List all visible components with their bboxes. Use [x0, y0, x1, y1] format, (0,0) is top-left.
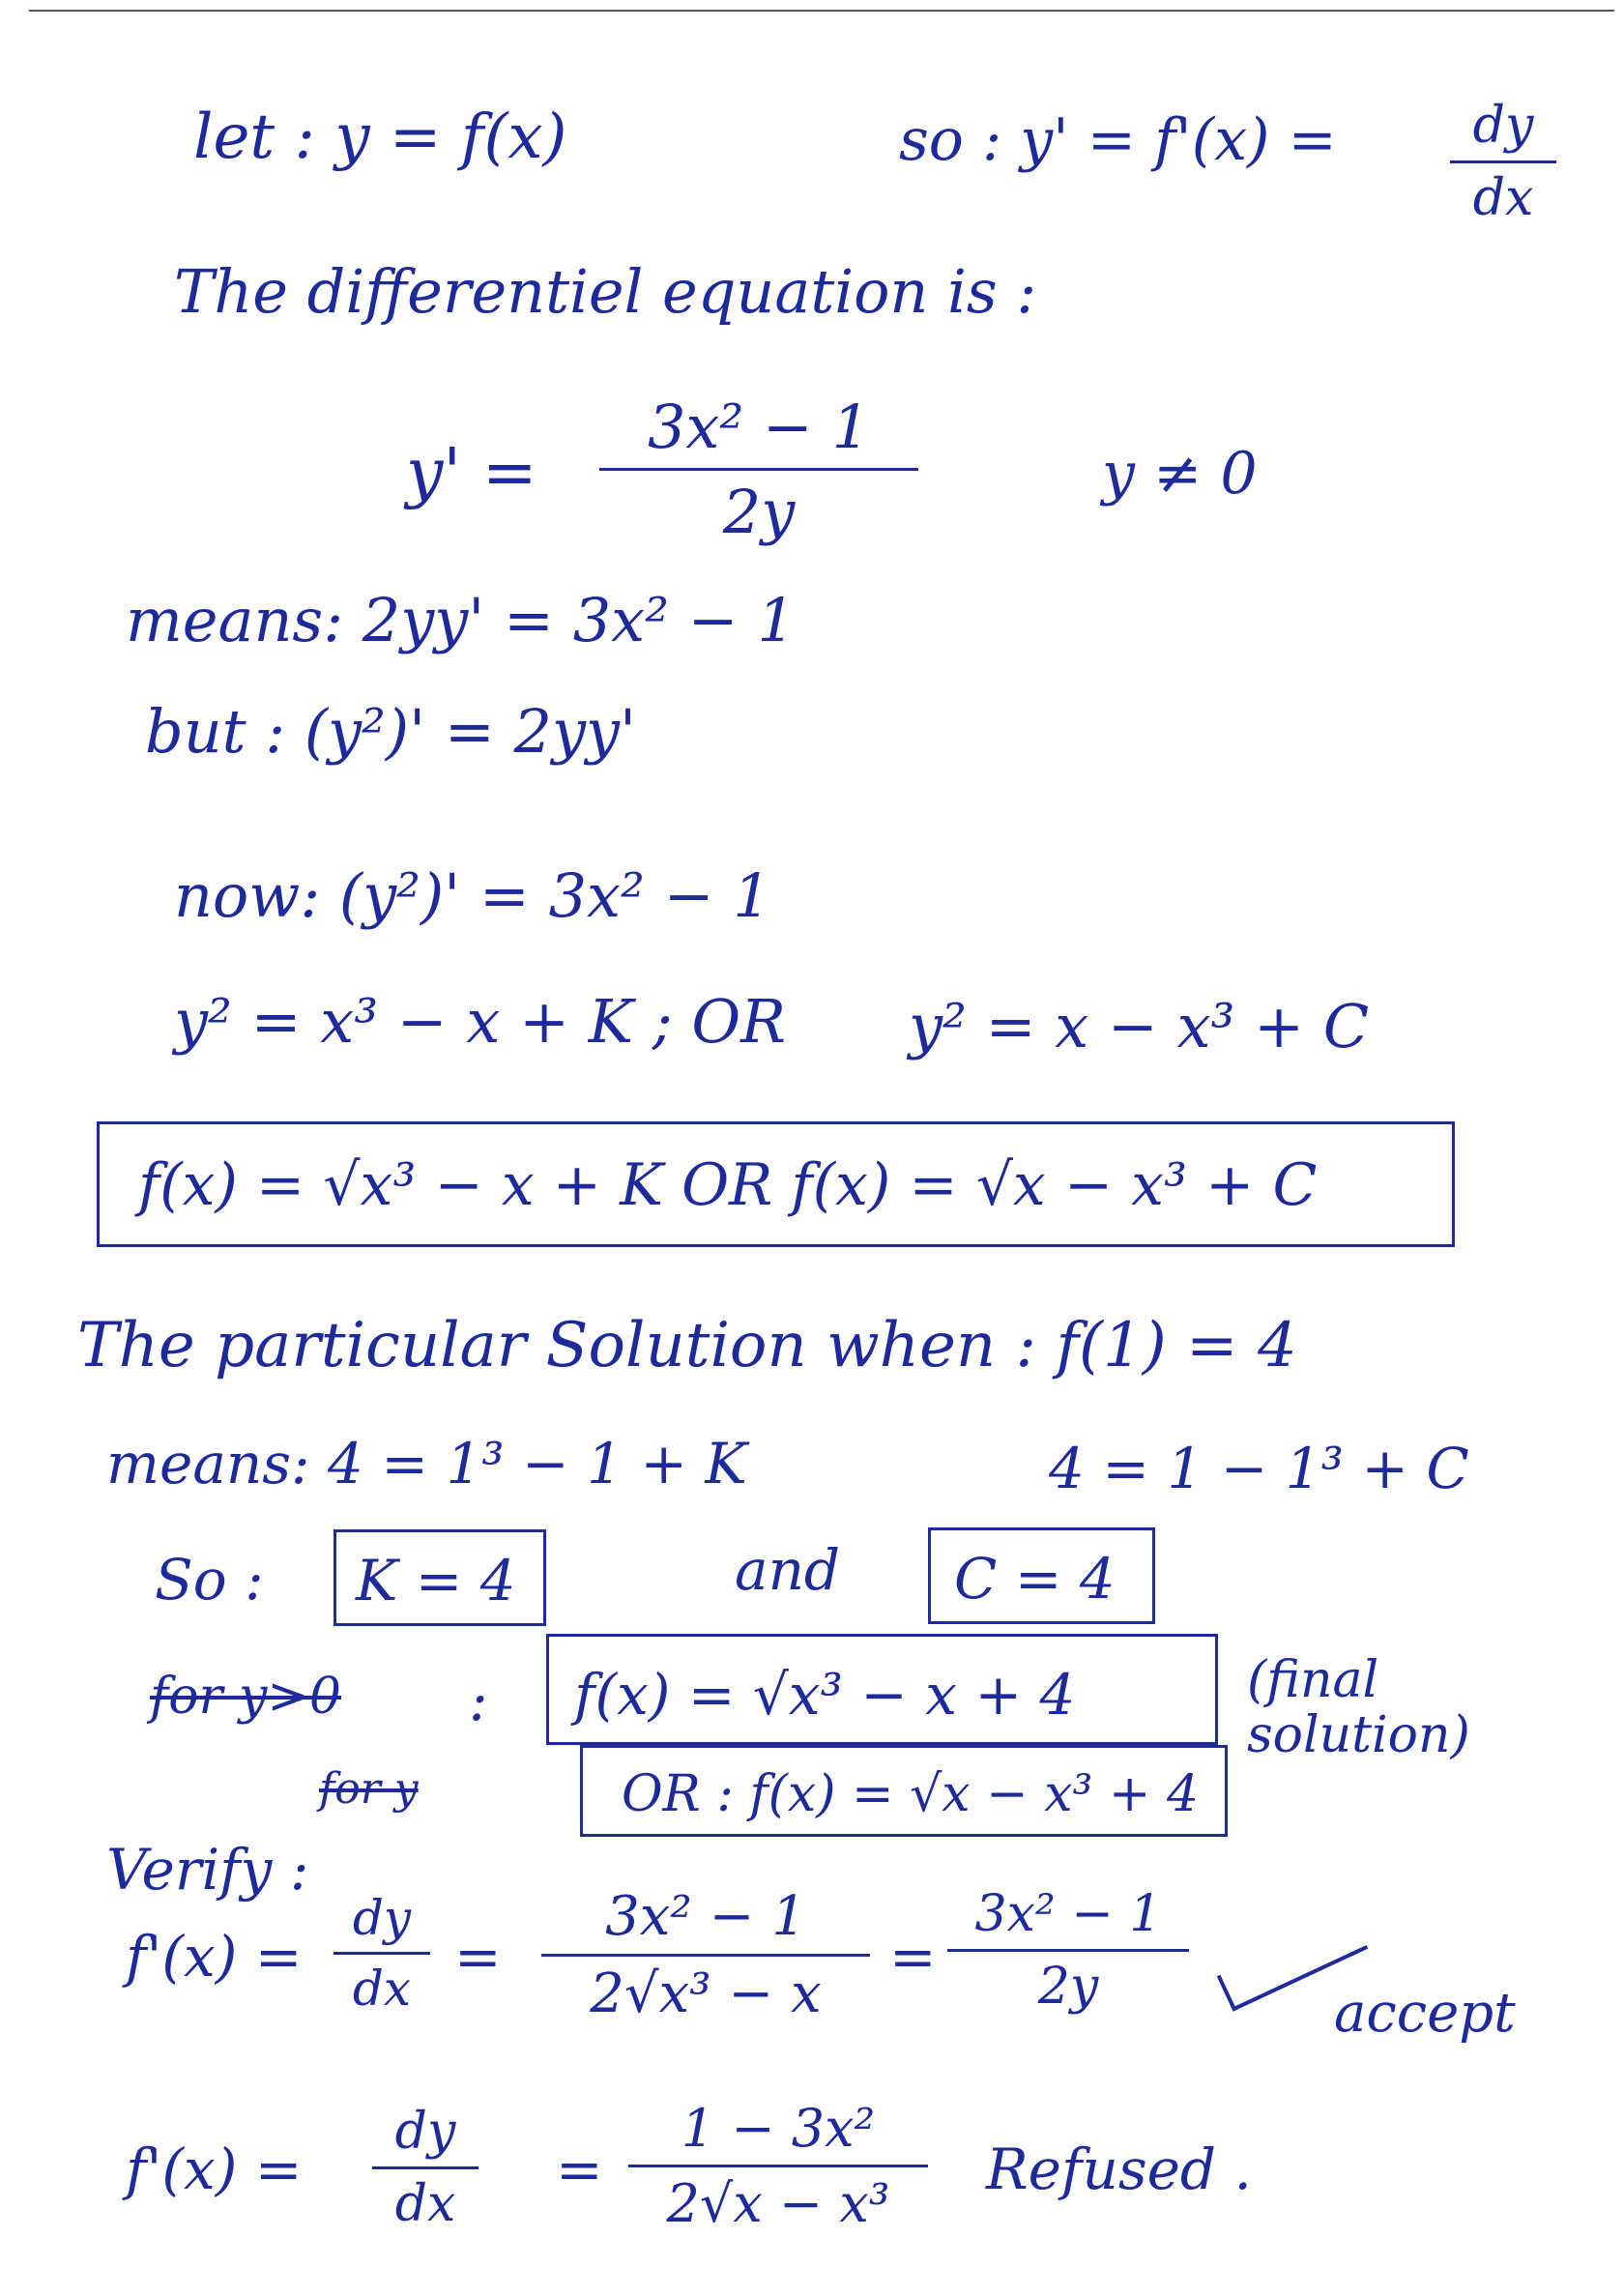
- final-solution-box: f(x) = √x³ − x + 4: [546, 1634, 1218, 1745]
- fraction-denominator: dx: [1472, 169, 1534, 227]
- verify-derivative-fraction: [541, 1885, 870, 2025]
- verify-derivative-label: f'(x) =: [126, 1924, 303, 1990]
- fraction-bar: [1450, 160, 1556, 163]
- refused-label: Refused .: [986, 2136, 1252, 2202]
- fraction-numerator: 3x² − 1: [647, 392, 871, 462]
- fraction-denominator: 2√x³ − x: [590, 1962, 822, 2025]
- initial-condition-left: means: 4 = 1³ − 1 + K: [106, 1431, 747, 1497]
- now-statement: now: (y²)' = 3x² − 1: [174, 860, 771, 931]
- verify-dy-dx-fraction-2: [372, 2103, 478, 2233]
- struck-out-note: for y>0: [150, 1668, 341, 1726]
- let-statement: let : y = f(x): [193, 102, 567, 173]
- means-statement: means: 2yy' = 3x² − 1: [126, 585, 796, 655]
- fraction-numerator: dy: [352, 1890, 412, 1946]
- and-label: and: [735, 1537, 841, 1603]
- dy-dx-fraction: [1450, 97, 1556, 227]
- fraction-bar: [947, 1949, 1189, 1952]
- diff-equation-fraction: [599, 392, 918, 547]
- diff-equation-heading: The differentiel equation is :: [174, 256, 1037, 327]
- accept-label: accept: [1334, 1982, 1516, 2045]
- integrated-equation-right: y² = x − x³ + C: [909, 991, 1370, 1061]
- equals-sign: =: [454, 1924, 502, 1990]
- fraction-numerator: dy: [1472, 97, 1534, 155]
- verify-refused-fraction: [628, 2098, 928, 2234]
- fraction-denominator: dx: [394, 2175, 456, 2233]
- page-top-edge: [29, 10, 1614, 12]
- fraction-bar: [599, 468, 918, 471]
- verify-original-fraction: [947, 1885, 1189, 2016]
- fraction-bar: [372, 2166, 478, 2169]
- k-value-box: K = 4: [334, 1529, 546, 1626]
- struck-out-note-2: for y: [319, 1764, 419, 1814]
- fraction-denominator: dx: [352, 1961, 412, 2017]
- fraction-bar: [541, 1954, 870, 1957]
- so-statement: so : y' = f'(x) =: [899, 106, 1337, 174]
- equals-sign: =: [556, 2136, 603, 2202]
- fraction-numerator: 1 − 3x²: [681, 2098, 876, 2159]
- initial-condition-right: 4 = 1 − 1³ + C: [1049, 1436, 1469, 1501]
- verify-heading: Verify :: [106, 1837, 309, 1903]
- general-solution-box: f(x) = √x³ − x + K OR f(x) = √x − x³ + C: [97, 1121, 1455, 1247]
- final-solution-note: (final solution): [1247, 1651, 1470, 1765]
- alternate-solution-box: OR : f(x) = √x − x³ + 4: [580, 1745, 1228, 1837]
- fraction-numerator: 3x² − 1: [974, 1885, 1162, 1943]
- equals-sign: =: [889, 1924, 937, 1990]
- c-value-box: C = 4: [928, 1527, 1155, 1624]
- so-label: So :: [155, 1547, 264, 1613]
- fraction-numerator: 3x² − 1: [605, 1885, 806, 1948]
- fraction-numerator: dy: [394, 2103, 456, 2161]
- verify-derivative-label-2: f'(x) =: [126, 2136, 303, 2202]
- fraction-denominator: 2√x − x³: [666, 2173, 890, 2234]
- but-statement: but : (y²)' = 2yy': [145, 696, 637, 767]
- y-nonzero-condition: y ≠ 0: [1102, 440, 1258, 508]
- y-prime-equals: y' =: [406, 435, 537, 511]
- fraction-denominator: 2y: [1037, 1958, 1099, 2016]
- particular-solution-heading: The particular Solution when : f(1) = 4: [77, 1310, 1297, 1381]
- integrated-equation-left: y² = x³ − x + K ; OR: [174, 986, 786, 1057]
- fraction-denominator: 2y: [722, 477, 796, 547]
- colon-label: :: [469, 1668, 488, 1733]
- fraction-bar: [334, 1952, 430, 1955]
- verify-dy-dx-fraction: [334, 1890, 430, 2017]
- fraction-bar: [628, 2165, 928, 2167]
